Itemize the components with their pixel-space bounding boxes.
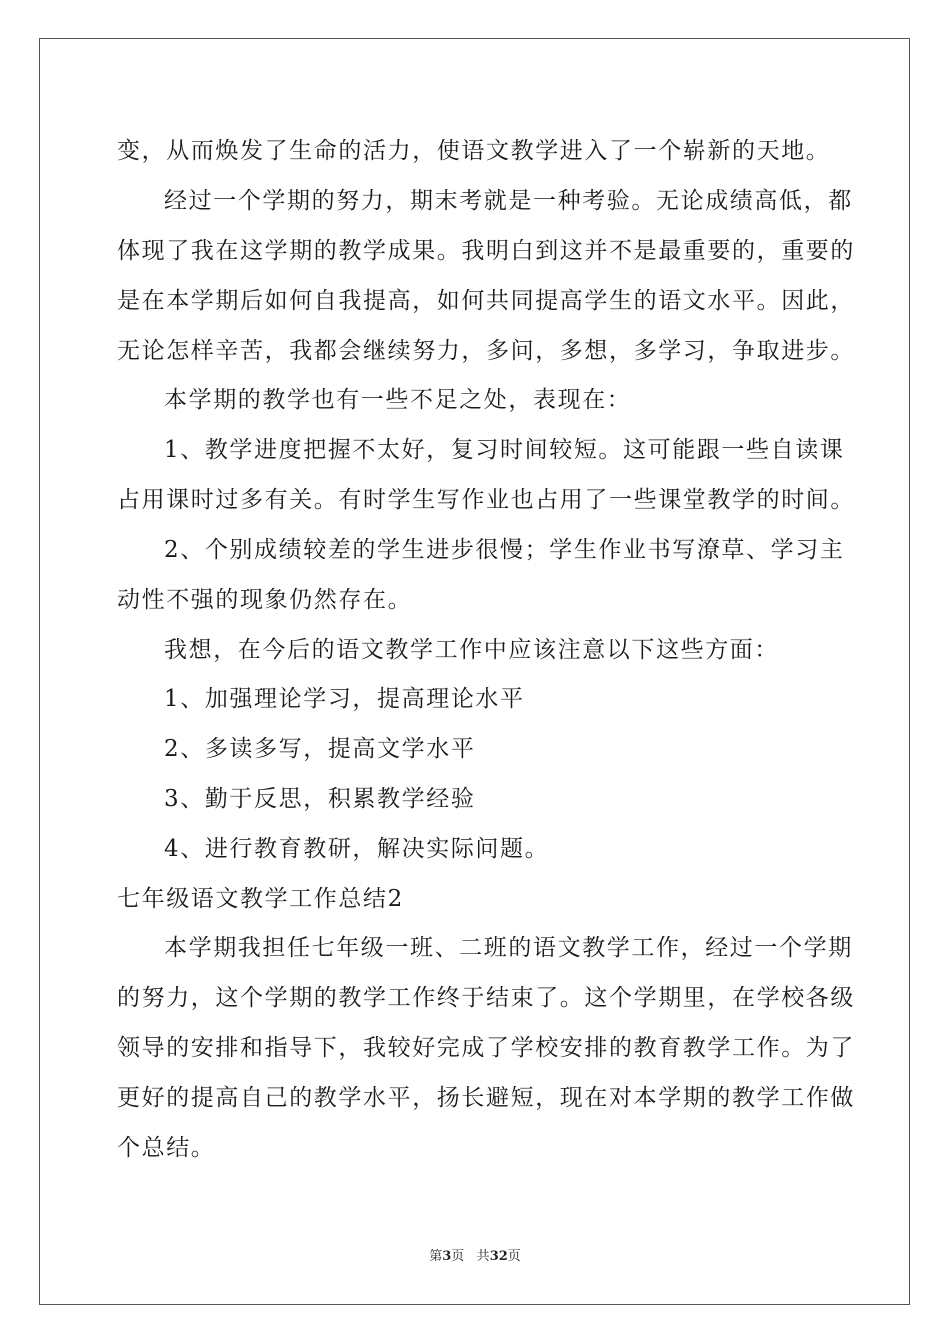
paragraph-start-line: 经过一个学期的努力，期末考就是一种考验。无论成绩高低，都: [164, 188, 853, 214]
paragraph-start-line: 本学期我担任七年级一班、二班的语文教学工作，经过一个学期: [164, 935, 853, 961]
body-line: 变，从而焕发了生命的活力，使语文教学进入了一个崭新的天地。: [117, 138, 831, 164]
footer-page-unit: 页: [451, 1249, 465, 1264]
body-line: 更好的提高自己的教学水平，扬长避短，现在对本学期的教学工作做: [117, 1085, 855, 1111]
section-heading: 七年级语文教学工作总结2: [117, 886, 404, 912]
paragraph-start-line: 本学期的教学也有一些不足之处，表现在：: [164, 387, 632, 413]
body-line: 的努力，这个学期的教学工作终于结束了。这个学期里，在学校各级: [117, 985, 855, 1011]
footer-page-number: 3: [442, 1249, 452, 1264]
body-line: 是在本学期后如何自我提高，如何共同提高学生的语文水平。因此，: [117, 288, 855, 314]
footer-total-unit: 页: [507, 1249, 521, 1264]
list-item-line: 2、多读多写，提高文学水平: [164, 736, 476, 762]
body-line: 占用课时过多有关。有时学生写作业也占用了一些课堂教学的时间。: [117, 487, 855, 513]
body-line: 无论怎样辛苦，我都会继续努力，多问，多想，多学习，争取进步。: [117, 338, 855, 364]
page-border: [39, 38, 910, 1305]
body-line: 领导的安排和指导下，我较好完成了学校安排的教育教学工作。为了: [117, 1035, 855, 1061]
list-item-line: 3、勤于反思，积累教学经验: [164, 786, 476, 812]
footer-total-pages: 32: [489, 1249, 508, 1264]
body-line: 体现了我在这学期的教学成果。我明白到这并不是最重要的，重要的: [117, 238, 855, 264]
paragraph-start-line: 我想，在今后的语文教学工作中应该注意以下这些方面：: [164, 637, 779, 663]
list-item-line: 4、进行教育教研，解决实际问题。: [164, 836, 550, 862]
list-item-line: 1、加强理论学习，提高理论水平: [164, 686, 525, 712]
body-line: 个总结。: [117, 1135, 216, 1161]
footer-total-prefix: 共: [476, 1249, 490, 1264]
page-footer: [0, 1245, 950, 1264]
list-item-line: 2、个别成绩较差的学生进步很慢；学生作业书写潦草、学习主: [164, 537, 845, 563]
footer-page-prefix: 第: [429, 1249, 443, 1264]
body-line: 动性不强的现象仍然存在。: [117, 587, 413, 613]
list-item-line: 1、教学进度把握不太好，复习时间较短。这可能跟一些自读课: [164, 437, 845, 463]
